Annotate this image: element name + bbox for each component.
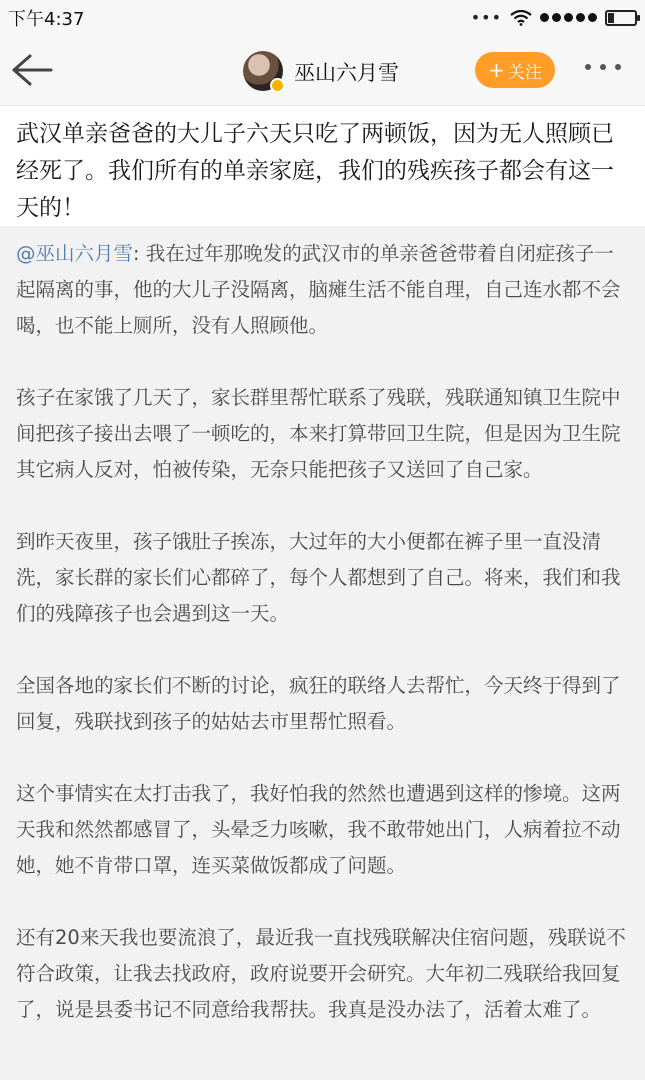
- follow-label: 关注: [507, 62, 542, 83]
- status-bar: [0, 0, 645, 34]
- status-icons: [471, 8, 637, 27]
- nav-bar: [0, 34, 645, 106]
- battery-icon: [605, 10, 637, 26]
- signal-icon: [540, 13, 597, 22]
- back-arrow-icon[interactable]: [10, 50, 54, 90]
- post-text: 武汉单亲爸爸的大儿子六天只吃了两顿饭，因为无人照顾已经死了。我们所有的单亲家庭，我们的残疾孩子都会有这一天的！: [16, 121, 614, 221]
- retweet-paragraph: 还有20来天我也要流浪了，最近我一直找残联解决住宿问题，残联说不符合政策，让我去找政府，政府说要开会研究。大年初二残联给我回复了，说是县委书记不同意给我帮扶。我真是没办法了，活着太难了。: [16, 926, 626, 1021]
- retweet-paragraph: [16, 236, 629, 344]
- retweet-box[interactable]: [0, 226, 645, 1080]
- verified-badge-icon: [270, 78, 285, 93]
- more-icon[interactable]: [585, 64, 621, 70]
- status-dots: •••: [470, 8, 502, 27]
- follow-button[interactable]: [475, 52, 555, 88]
- status-time: 下午4:37: [8, 9, 85, 30]
- retweet-paragraph: 孩子在家饿了几天了，家长群里帮忙联系了残联，残联通知镇卫生院中间把孩子接出去喂了一顿吃的，本来打算带回卫生院，但是因为卫生院其它病人反对，怕被传染，无奈只能把孩子又送回了自己家。: [16, 386, 621, 481]
- plus-icon: +: [488, 58, 505, 82]
- wifi-icon: [510, 10, 532, 26]
- username[interactable]: 巫山六月雪: [294, 61, 399, 85]
- retweet-first-text: : 我在过年那晚发的武汉市的单亲爸爸带着自闭症孩子一起隔离的事，他的大儿子没隔离，脑瘫生活不能自理，自己连水都不会喝，也不能上厕所，没有人照顾他。: [16, 242, 621, 337]
- retweet-paragraph: 到昨天夜里，孩子饿肚子挨冻，大过年的大小便都在裤子里一直没清洗，家长群的家长们心都碎了，每个人都想到了自己。将来，我们和我们的残障孩子也会遇到这一天。: [16, 530, 621, 625]
- retweet-paragraph: 这个事情实在太打击我了，我好怕我的然然也遭遇到这样的惨境。这两天我和然然都感冒了，头晕乏力咳嗽，我不敢带她出门，人病着拉不动她，她不肯带口罩，连买菜做饭都成了问题。: [16, 782, 621, 877]
- mention-link[interactable]: @巫山六月雪: [16, 242, 134, 265]
- retweet-paragraph: 全国各地的家长们不断的讨论，疯狂的联络人去帮忙，今天终于得到了回复，残联找到孩子的姑姑去市里帮忙照看。: [16, 674, 621, 733]
